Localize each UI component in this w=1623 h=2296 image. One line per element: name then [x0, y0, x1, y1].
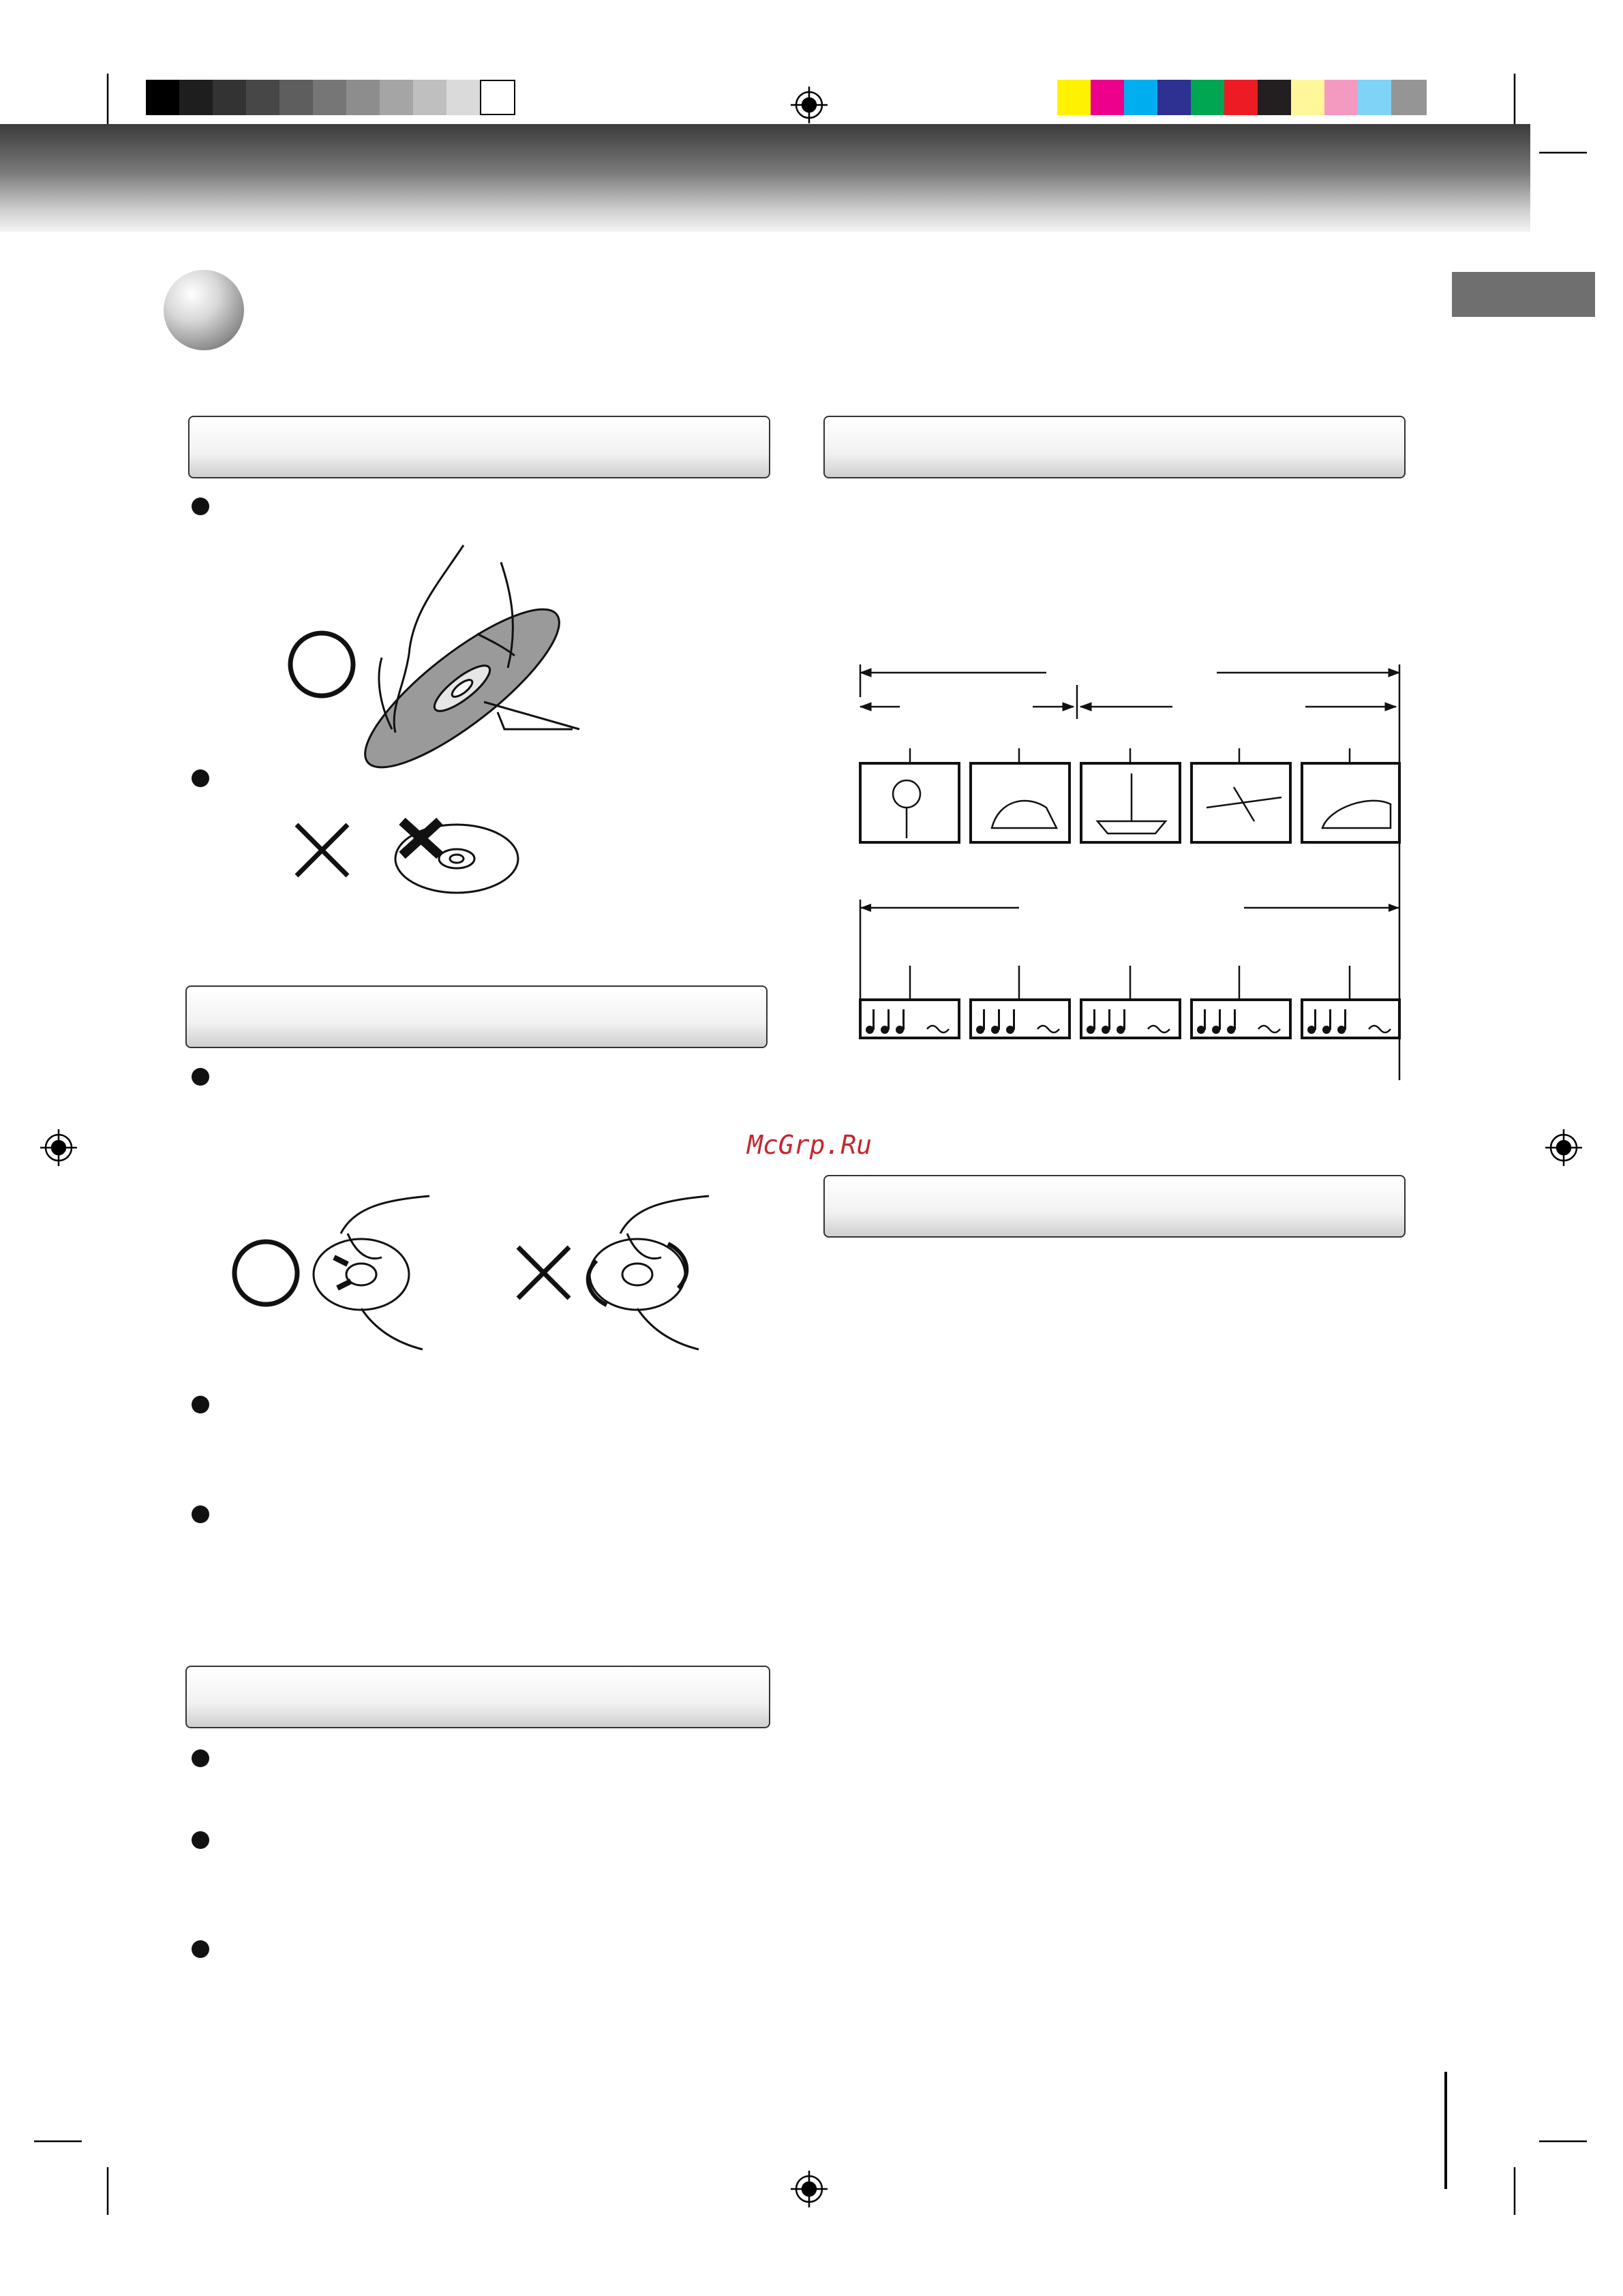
section-sphere-icon	[164, 270, 244, 350]
x-mark-icon	[297, 825, 348, 876]
bullet	[192, 1831, 209, 1849]
bullet	[192, 1068, 209, 1086]
section-header-right-lower	[823, 1175, 1406, 1238]
music-note-icon	[866, 1009, 905, 1034]
music-note-icon	[1307, 1009, 1346, 1034]
disc-holding-illustration	[273, 538, 613, 743]
section-header-handling	[188, 416, 770, 478]
bullet	[192, 769, 209, 787]
section-header-structure	[823, 416, 1406, 478]
disc-cleaning-wrong-illustration	[511, 1193, 729, 1356]
circle-ok-icon	[290, 633, 353, 696]
page-number-rule	[1444, 2072, 1447, 2189]
bullet	[192, 1940, 209, 1958]
circle-ok-icon	[234, 1242, 297, 1304]
crosshair-icon	[791, 87, 828, 123]
bullet	[192, 498, 209, 515]
header-band	[0, 124, 1530, 232]
crosshair-icon	[791, 2171, 828, 2207]
music-note-icon	[1197, 1009, 1236, 1034]
section-header-storage	[185, 1666, 770, 1728]
chapter-tab	[1452, 272, 1595, 317]
disc-no-tape-illustration	[286, 804, 532, 906]
x-mark-icon	[518, 1247, 569, 1298]
bullet	[192, 1396, 209, 1413]
disc-cleaning-correct-illustration	[225, 1193, 457, 1356]
music-note-icon	[976, 1009, 1015, 1034]
section-header-cleaning	[185, 985, 768, 1048]
bullet	[192, 1505, 209, 1523]
crosshair-icon	[1545, 1129, 1582, 1166]
watermark: McGrp.Ru	[747, 1130, 873, 1160]
music-note-icon	[1087, 1009, 1125, 1034]
crosshair-icon	[40, 1129, 77, 1166]
disc-structure-diagram	[852, 658, 1418, 1039]
bullet	[192, 1749, 209, 1767]
